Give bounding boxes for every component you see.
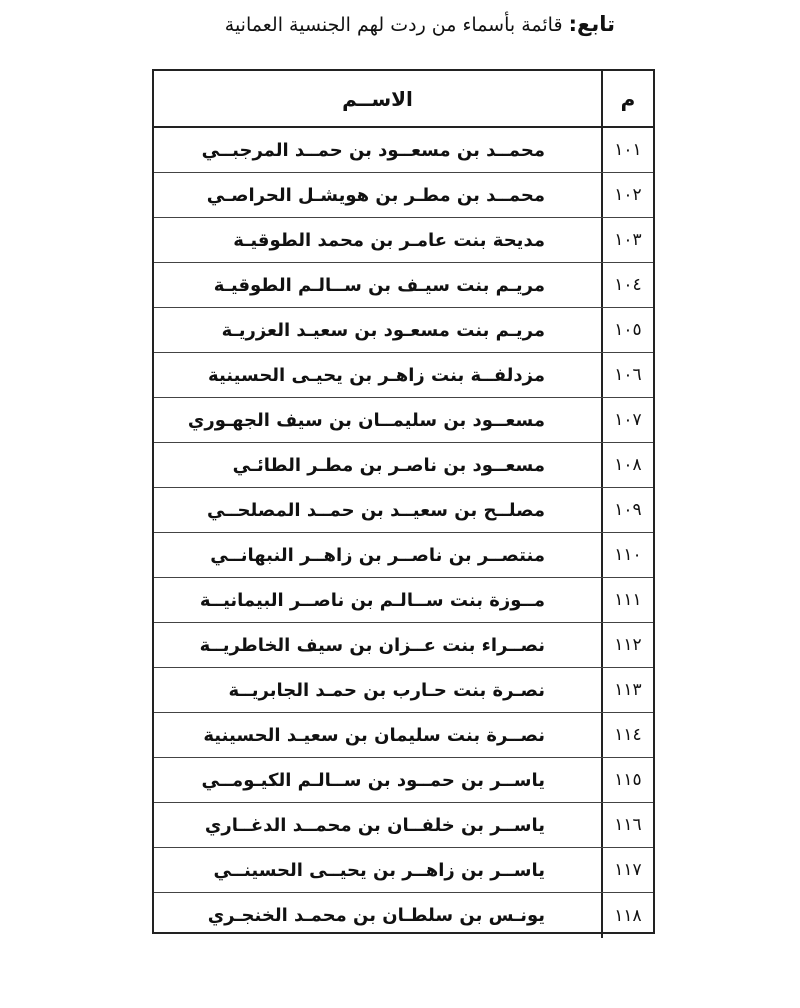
row-name: مسعــود بن ناصـر بن مطـر الطائـي — [232, 454, 545, 476]
table-row — [154, 263, 653, 308]
title-text: قائمة بأسماء من ردت لهم الجنسية العمانية — [224, 14, 563, 36]
table-body — [154, 128, 653, 938]
row-name: مــوزة بنت ســالـم بن ناصــر البيمانيــة — [199, 589, 545, 611]
table-row — [154, 893, 653, 938]
row-name: ياســر بن خلفــان بن محمــد الدغــاري — [204, 814, 545, 836]
row-name: مريـم بنت سيـف بن ســالـم الطوقيـة — [213, 274, 545, 296]
row-name: مصلــح بن سعيــد بن حمــد المصلحــي — [207, 499, 545, 521]
names-table — [152, 69, 655, 934]
table-row — [154, 488, 653, 533]
table-row — [154, 533, 653, 578]
row-name: يونـس بن سلطـان بن محمـد الخنجـري — [207, 905, 545, 926]
row-number: ١١٢ — [601, 623, 653, 667]
row-number: ١١٤ — [601, 713, 653, 757]
row-name: مريـم بنت مسعـود بن سعيـد العزريـة — [221, 319, 545, 341]
table-row — [154, 308, 653, 353]
row-number: ١٠٢ — [601, 173, 653, 217]
row-number: ١٠٧ — [601, 398, 653, 442]
row-name: مديحة بنت عامـر بن محمد الطوقيـة — [233, 229, 545, 251]
row-number: ١٠٩ — [601, 488, 653, 532]
row-name: ياســر بن زاهــر بن يحيــى الحسينــي — [213, 859, 545, 881]
table-row — [154, 218, 653, 263]
row-name: مسعــود بن سليمــان بن سيف الجهـوري — [187, 409, 545, 431]
row-number: ١٠٤ — [601, 263, 653, 307]
title-lead: تابع: — [568, 12, 615, 36]
row-name: محمــد بن مطـر بن هويشـل الحراصـي — [206, 184, 545, 206]
table-header-row — [154, 71, 653, 128]
row-name: مزدلفــة بنت زاهـر بن يحيـى الحسينية — [208, 364, 545, 386]
row-name: نصـرة بنت حـارب بن حمـد الجابريــة — [228, 679, 545, 701]
row-number: ١١٠ — [601, 533, 653, 577]
table-row — [154, 578, 653, 623]
header-name: الاســم — [342, 86, 413, 111]
row-name: نصــراء بنت عــزان بن سيف الخاطريــة — [199, 634, 545, 656]
row-number: ١٠٣ — [601, 218, 653, 262]
row-number: ١١٦ — [601, 803, 653, 847]
row-number: ١٠٨ — [601, 443, 653, 487]
row-number: ١١١ — [601, 578, 653, 622]
row-number: ١٠١ — [601, 128, 653, 172]
row-number: ١١٨ — [601, 893, 653, 938]
table-row — [154, 353, 653, 398]
table-row — [154, 173, 653, 218]
row-number: ١٠٥ — [601, 308, 653, 352]
table-row — [154, 848, 653, 893]
table-row — [154, 443, 653, 488]
row-number: ١١٣ — [601, 668, 653, 712]
table-row — [154, 128, 653, 173]
row-name: منتصــر بن ناصــر بن زاهــر النبهانــي — [210, 544, 545, 566]
row-number: ١١٥ — [601, 758, 653, 802]
row-number: ١١٧ — [601, 848, 653, 892]
page-title — [225, 12, 615, 36]
row-name: محمــد بن مسعــود بن حمــد المرجبــي — [201, 139, 545, 161]
table-row — [154, 623, 653, 668]
table-row — [154, 398, 653, 443]
table-row — [154, 668, 653, 713]
header-num: م — [601, 71, 653, 126]
table-row — [154, 803, 653, 848]
table-row — [154, 713, 653, 758]
table-row — [154, 758, 653, 803]
row-name: ياســر بن حمــود بن ســالـم الكيـومــي — [201, 769, 545, 791]
row-number: ١٠٦ — [601, 353, 653, 397]
row-name: نصــرة بنت سليمان بن سعيـد الحسينية — [203, 724, 545, 746]
